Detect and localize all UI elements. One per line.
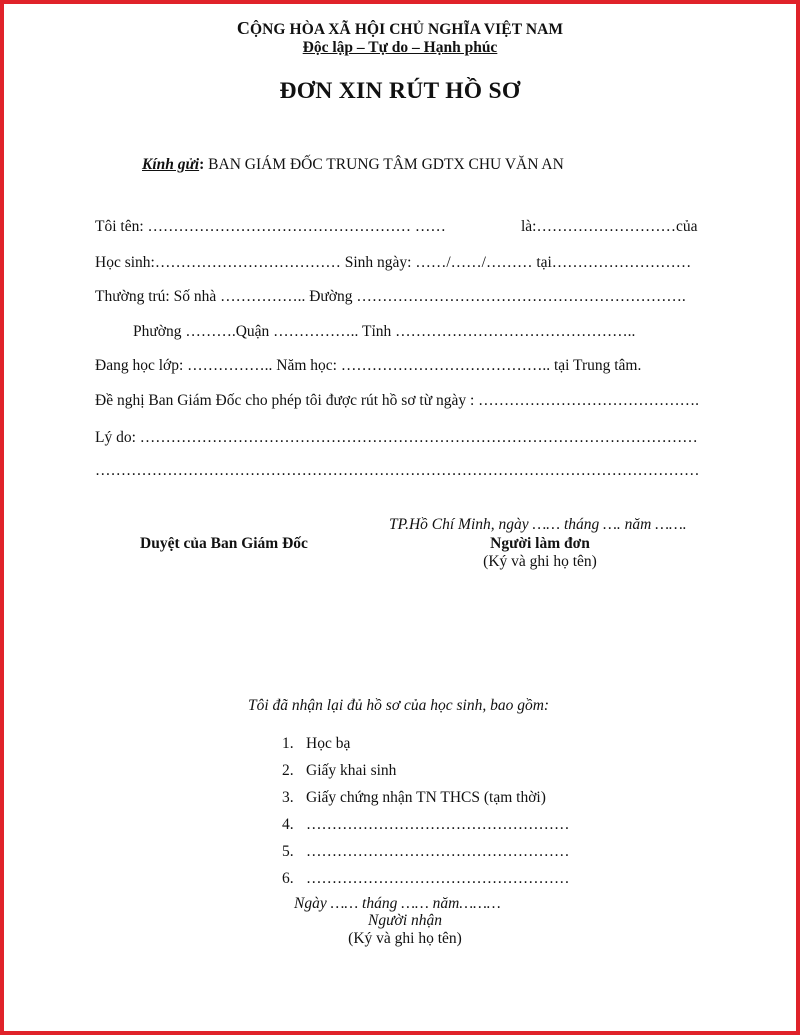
addressee-line xyxy=(142,156,564,174)
list-item: 1. Học bạ xyxy=(282,735,351,752)
receipt-intro: Tôi đã nhận lại đủ hồ sơ của học sinh, bao gồm: xyxy=(248,697,550,714)
national-motto: Độc lập – Tự do – Hạnh phúc xyxy=(302,39,498,56)
applicant-sign-note: (Ký và ghi họ tên) xyxy=(483,553,597,570)
returned-documents-list xyxy=(282,730,570,892)
country-name xyxy=(0,18,800,39)
addressee-colon: : xyxy=(199,156,205,173)
addressee-text: BAN GIÁM ĐỐC TRUNG TÂM GDTX CHU VĂN AN xyxy=(204,156,564,173)
grade-year-line: Đang học lớp: …………….. Năm học: ………………………………….. tại Trung tâm. xyxy=(95,357,642,374)
receiver-label: Người nhận xyxy=(368,912,442,929)
director-approval-label: Duyệt của Ban Giám Đốc xyxy=(140,535,308,552)
list-item: 2. Giấy khai sinh xyxy=(282,762,397,779)
residence-line: Thường trú: Số nhà …………….. Đường ………………………………………………………. xyxy=(95,288,686,305)
receiver-sign-note: (Ký và ghi họ tên) xyxy=(348,930,462,947)
addressee-label: Kính gửi xyxy=(142,156,200,173)
role-field-line: là:………………………của xyxy=(521,218,698,235)
applicant-label: Người làm đơn xyxy=(490,535,590,552)
place-date-line: TP.Hồ Chí Minh, ngày …… tháng …. năm ……. xyxy=(389,516,687,533)
ward-district-province-line: Phường ……….Quận …………….. Tỉnh ……………………………………….. xyxy=(133,323,636,340)
document-title: ĐƠN XIN RÚT HỒ SƠ xyxy=(279,78,521,104)
list-item: 4. …………………………………………… xyxy=(282,816,570,833)
list-item: 6. …………………………………………… xyxy=(282,870,570,887)
request-line: Đề nghị Ban Giám Đốc cho phép tôi được rút hồ sơ từ ngày : ……………………………………. xyxy=(95,392,700,409)
country-name-rest: ỘNG HÒA XÃ HỘI CHỦ NGHĨA VIỆT NAM xyxy=(249,21,564,38)
reason-line: Lý do: ……………………………………………………………………………………………… xyxy=(95,429,698,446)
name-field-line: Tôi tên: …………………………………………… …… xyxy=(95,218,446,235)
list-item: 5. …………………………………………… xyxy=(282,843,570,860)
country-name-initial: C xyxy=(236,18,250,38)
receipt-date-line: Ngày …… tháng …… năm……… xyxy=(294,895,501,912)
list-item: 3. Giấy chứng nhận TN THCS (tạm thời) xyxy=(282,789,546,806)
reason-continuation-line: ……………………………………………………………………………………………………… xyxy=(95,462,700,479)
student-birth-line: Học sinh:……………………………… Sinh ngày: ……/……/……… tại……………………… xyxy=(95,254,692,271)
